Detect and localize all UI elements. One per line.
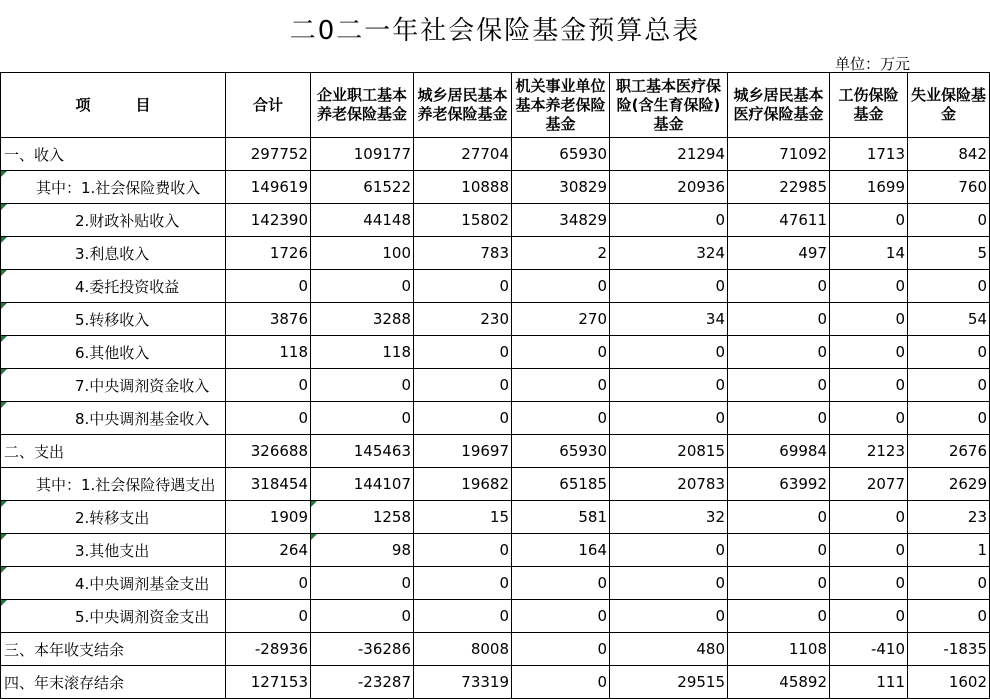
value-cell[interactable]: 29515 bbox=[610, 666, 728, 699]
cell-marker-icon bbox=[311, 534, 317, 540]
cell-marker-icon bbox=[311, 501, 317, 507]
value-cell[interactable]: 0 bbox=[830, 501, 908, 534]
value-cell[interactable]: 264 bbox=[226, 534, 311, 567]
row-label: 2.财政补贴收入 bbox=[75, 211, 180, 230]
value-cell[interactable]: 0 bbox=[728, 600, 830, 633]
value-cell[interactable]: 2 bbox=[512, 237, 610, 270]
value-cell[interactable]: 34 bbox=[610, 303, 728, 336]
table-row bbox=[1, 501, 990, 534]
value-cell[interactable]: 71092 bbox=[728, 138, 830, 171]
value-cell[interactable]: 0 bbox=[512, 270, 610, 303]
row-label: 2.转移支出 bbox=[75, 508, 150, 527]
value-cell[interactable]: 0 bbox=[728, 534, 830, 567]
value-cell[interactable]: 19697 bbox=[414, 435, 512, 468]
cell-marker-icon bbox=[1, 171, 7, 177]
row-label-cell[interactable] bbox=[1, 567, 226, 600]
value-cell[interactable]: 34829 bbox=[512, 204, 610, 237]
value-cell[interactable]: -1835 bbox=[908, 633, 990, 666]
value-cell[interactable]: 10888 bbox=[414, 171, 512, 204]
value-cell[interactable]: 3288 bbox=[311, 303, 414, 336]
value-cell[interactable]: 65930 bbox=[512, 138, 610, 171]
value-cell[interactable]: 1602 bbox=[908, 666, 990, 699]
value-cell[interactable]: 0 bbox=[908, 369, 990, 402]
row-label: 二、支出 bbox=[4, 442, 65, 461]
value-cell[interactable]: 164 bbox=[512, 534, 610, 567]
value-cell[interactable]: 0 bbox=[512, 666, 610, 699]
value-cell[interactable]: 149619 bbox=[226, 171, 311, 204]
table-row bbox=[1, 534, 990, 567]
value-cell[interactable]: 0 bbox=[311, 270, 414, 303]
value-cell[interactable]: 118 bbox=[311, 336, 414, 369]
value-cell[interactable]: 19682 bbox=[414, 468, 512, 501]
row-label-cell[interactable] bbox=[1, 468, 226, 501]
value-cell[interactable]: 32 bbox=[610, 501, 728, 534]
value-cell[interactable]: 0 bbox=[728, 369, 830, 402]
value-cell[interactable]: 45892 bbox=[728, 666, 830, 699]
header-enterprise-pension[interactable]: 企业职工基本养老保险基金 bbox=[311, 73, 414, 138]
value-cell[interactable]: 0 bbox=[512, 567, 610, 600]
value-cell[interactable]: 497 bbox=[728, 237, 830, 270]
value-cell[interactable]: 14 bbox=[830, 237, 908, 270]
value-cell[interactable]: -28936 bbox=[226, 633, 311, 666]
value-cell[interactable]: 0 bbox=[610, 402, 728, 435]
value-cell[interactable]: 0 bbox=[414, 402, 512, 435]
value-cell[interactable]: 15802 bbox=[414, 204, 512, 237]
value-cell[interactable]: 0 bbox=[226, 567, 311, 600]
row-label-cell[interactable] bbox=[1, 369, 226, 402]
header-injury-insurance[interactable]: 工伤保险基金 bbox=[830, 73, 908, 138]
value-cell[interactable]: 127153 bbox=[226, 666, 311, 699]
row-label: 其中：1.社会保险待遇支出 bbox=[36, 475, 216, 494]
header-total[interactable]: 合计 bbox=[226, 73, 311, 138]
table-row bbox=[1, 666, 990, 699]
table-row bbox=[1, 369, 990, 402]
row-label: 5.中央调剂资金支出 bbox=[75, 607, 210, 626]
value-cell[interactable]: 0 bbox=[414, 567, 512, 600]
value-cell[interactable]: 0 bbox=[908, 204, 990, 237]
value-cell[interactable]: 0 bbox=[830, 204, 908, 237]
value-cell[interactable]: 0 bbox=[414, 369, 512, 402]
cell-marker-icon bbox=[1, 369, 7, 375]
value-cell[interactable]: 0 bbox=[908, 402, 990, 435]
table-row bbox=[1, 303, 990, 336]
table-row bbox=[1, 402, 990, 435]
value-cell[interactable]: 0 bbox=[414, 336, 512, 369]
row-label: 其中：1.社会保险费收入 bbox=[36, 178, 201, 197]
value-cell[interactable]: 0 bbox=[908, 600, 990, 633]
row-label: 4.中央调剂基金支出 bbox=[75, 574, 210, 593]
table-row bbox=[1, 138, 990, 171]
value-cell[interactable]: 1699 bbox=[830, 171, 908, 204]
value-cell[interactable]: 111 bbox=[830, 666, 908, 699]
header-resident-medical[interactable]: 城乡居民基本医疗保险基金 bbox=[728, 73, 830, 138]
value-cell[interactable]: 0 bbox=[226, 402, 311, 435]
value-cell[interactable]: 0 bbox=[728, 303, 830, 336]
value-cell[interactable]: 783 bbox=[414, 237, 512, 270]
cell-marker-icon bbox=[1, 600, 7, 606]
budget-table bbox=[0, 72, 990, 699]
value-cell[interactable]: 15 bbox=[414, 501, 512, 534]
value-cell[interactable]: 297752 bbox=[226, 138, 311, 171]
value-cell[interactable]: 0 bbox=[311, 600, 414, 633]
value-cell[interactable]: 118 bbox=[226, 336, 311, 369]
value-cell[interactable]: 0 bbox=[830, 600, 908, 633]
row-label-cell[interactable] bbox=[1, 633, 226, 666]
value-cell[interactable]: 65930 bbox=[512, 435, 610, 468]
row-label-cell[interactable] bbox=[1, 402, 226, 435]
value-cell[interactable]: 63992 bbox=[728, 468, 830, 501]
value-cell[interactable]: 0 bbox=[830, 534, 908, 567]
value-cell[interactable]: 20783 bbox=[610, 468, 728, 501]
row-label: 一、收入 bbox=[4, 145, 65, 164]
value-cell[interactable]: 0 bbox=[226, 600, 311, 633]
row-label: 8.中央调剂基金收入 bbox=[75, 409, 210, 428]
cell-marker-icon bbox=[1, 567, 7, 573]
value-cell[interactable]: 54 bbox=[908, 303, 990, 336]
value-cell[interactable]: 145463 bbox=[311, 435, 414, 468]
value-cell[interactable]: 23 bbox=[908, 501, 990, 534]
value-cell[interactable]: 73319 bbox=[414, 666, 512, 699]
row-label-cell[interactable] bbox=[1, 501, 226, 534]
value-cell[interactable]: 0 bbox=[610, 567, 728, 600]
cell-marker-icon bbox=[1, 237, 7, 243]
value-cell[interactable]: 1108 bbox=[728, 633, 830, 666]
row-label-cell[interactable] bbox=[1, 303, 226, 336]
row-label-cell[interactable] bbox=[1, 600, 226, 633]
value-cell[interactable]: 581 bbox=[512, 501, 610, 534]
table-row bbox=[1, 336, 990, 369]
table-row bbox=[1, 237, 990, 270]
value-cell[interactable]: 47611 bbox=[728, 204, 830, 237]
row-label-cell[interactable] bbox=[1, 270, 226, 303]
row-label: 四、年末滚存结余 bbox=[4, 673, 125, 692]
row-label: 3.利息收入 bbox=[75, 244, 150, 263]
value-cell[interactable]: 100 bbox=[311, 237, 414, 270]
table-row bbox=[1, 171, 990, 204]
value-cell[interactable]: 0 bbox=[311, 567, 414, 600]
value-cell[interactable]: 326688 bbox=[226, 435, 311, 468]
row-label: 6.其他收入 bbox=[75, 343, 150, 362]
row-label-cell[interactable] bbox=[1, 336, 226, 369]
table-row bbox=[1, 270, 990, 303]
value-cell[interactable]: 1909 bbox=[226, 501, 311, 534]
value-cell[interactable]: 760 bbox=[908, 171, 990, 204]
header-resident-pension[interactable]: 城乡居民基本养老保险基金 bbox=[414, 73, 512, 138]
value-cell[interactable]: 22985 bbox=[728, 171, 830, 204]
value-cell[interactable]: 61522 bbox=[311, 171, 414, 204]
value-cell[interactable]: 1713 bbox=[830, 138, 908, 171]
value-cell[interactable]: 0 bbox=[414, 600, 512, 633]
value-cell[interactable]: 109177 bbox=[311, 138, 414, 171]
value-cell[interactable]: -410 bbox=[830, 633, 908, 666]
row-label-cell[interactable] bbox=[1, 138, 226, 171]
row-label: 4.委托投资收益 bbox=[75, 277, 180, 296]
cell-marker-icon bbox=[1, 336, 7, 342]
header-institution-pension[interactable]: 机关事业单位基本养老保险基金 bbox=[512, 73, 610, 138]
value-cell[interactable]: 0 bbox=[512, 600, 610, 633]
value-cell[interactable]: 0 bbox=[830, 567, 908, 600]
table-row bbox=[1, 468, 990, 501]
value-cell[interactable]: 20936 bbox=[610, 171, 728, 204]
value-cell[interactable]: 0 bbox=[414, 270, 512, 303]
value-cell[interactable]: 318454 bbox=[226, 468, 311, 501]
value-cell[interactable]: 142390 bbox=[226, 204, 311, 237]
value-cell[interactable]: 3876 bbox=[226, 303, 311, 336]
value-cell[interactable]: 5 bbox=[908, 237, 990, 270]
row-label-cell[interactable] bbox=[1, 435, 226, 468]
value-cell[interactable]: 0 bbox=[610, 336, 728, 369]
value-cell[interactable]: 0 bbox=[311, 402, 414, 435]
table-row bbox=[1, 633, 990, 666]
row-label: 三、本年收支结余 bbox=[4, 640, 125, 659]
value-cell[interactable]: 480 bbox=[610, 633, 728, 666]
value-cell[interactable]: 0 bbox=[512, 336, 610, 369]
value-cell[interactable]: 0 bbox=[830, 369, 908, 402]
cell-marker-icon bbox=[1, 534, 7, 540]
table-row bbox=[1, 600, 990, 633]
value-cell[interactable]: 0 bbox=[512, 633, 610, 666]
value-cell[interactable]: 0 bbox=[830, 402, 908, 435]
value-cell[interactable]: 1726 bbox=[226, 237, 311, 270]
value-cell[interactable]: 0 bbox=[414, 534, 512, 567]
value-cell[interactable]: 0 bbox=[610, 369, 728, 402]
row-label-cell[interactable] bbox=[1, 171, 226, 204]
value-cell[interactable]: 324 bbox=[610, 237, 728, 270]
header-employee-medical[interactable]: 职工基本医疗保险(含生育保险)基金 bbox=[610, 73, 728, 138]
table-row bbox=[1, 204, 990, 237]
value-cell[interactable]: 1258 bbox=[311, 501, 414, 534]
value-cell[interactable]: 230 bbox=[414, 303, 512, 336]
value-cell[interactable]: -36286 bbox=[311, 633, 414, 666]
row-label-cell[interactable] bbox=[1, 237, 226, 270]
header-row bbox=[1, 73, 990, 138]
value-cell[interactable]: 1 bbox=[908, 534, 990, 567]
value-cell[interactable]: 20815 bbox=[610, 435, 728, 468]
cell-marker-icon bbox=[1, 270, 7, 276]
value-cell[interactable]: 0 bbox=[728, 402, 830, 435]
header-unemployment-insurance[interactable]: 失业保险基金 bbox=[908, 73, 990, 138]
value-cell[interactable]: 27704 bbox=[414, 138, 512, 171]
value-cell[interactable]: 44148 bbox=[311, 204, 414, 237]
row-label-cell[interactable] bbox=[1, 666, 226, 699]
value-cell[interactable]: 842 bbox=[908, 138, 990, 171]
value-cell[interactable]: 98 bbox=[311, 534, 414, 567]
row-label-cell[interactable] bbox=[1, 204, 226, 237]
row-label: 3.其他支出 bbox=[75, 541, 150, 560]
value-cell[interactable]: 0 bbox=[226, 369, 311, 402]
row-label: 7.中央调剂资金收入 bbox=[75, 376, 210, 395]
header-item[interactable]: 项 目 bbox=[1, 73, 226, 138]
table-row bbox=[1, 435, 990, 468]
value-cell[interactable]: 0 bbox=[830, 303, 908, 336]
value-cell[interactable]: 0 bbox=[830, 270, 908, 303]
value-cell[interactable]: 2676 bbox=[908, 435, 990, 468]
value-cell[interactable]: 69984 bbox=[728, 435, 830, 468]
cell-marker-icon bbox=[1, 501, 7, 507]
value-cell[interactable]: 0 bbox=[311, 369, 414, 402]
value-cell[interactable]: 0 bbox=[728, 501, 830, 534]
value-cell[interactable]: 0 bbox=[610, 270, 728, 303]
cell-marker-icon bbox=[1, 204, 7, 210]
value-cell[interactable]: 0 bbox=[908, 270, 990, 303]
value-cell[interactable]: 65185 bbox=[512, 468, 610, 501]
value-cell[interactable]: 0 bbox=[226, 270, 311, 303]
value-cell[interactable]: 0 bbox=[728, 567, 830, 600]
value-cell[interactable]: -23287 bbox=[311, 666, 414, 699]
row-label-cell[interactable] bbox=[1, 534, 226, 567]
value-cell[interactable]: 0 bbox=[610, 204, 728, 237]
value-cell[interactable]: 0 bbox=[512, 402, 610, 435]
value-cell[interactable]: 2629 bbox=[908, 468, 990, 501]
cell-marker-icon bbox=[1, 402, 7, 408]
table-row bbox=[1, 567, 990, 600]
value-cell[interactable]: 0 bbox=[728, 270, 830, 303]
table-title: 二0二一年社会保险基金预算总表 bbox=[289, 16, 701, 46]
value-cell[interactable]: 144107 bbox=[311, 468, 414, 501]
unit-label: 单位：万元 bbox=[835, 55, 911, 73]
value-cell[interactable]: 30829 bbox=[512, 171, 610, 204]
value-cell[interactable]: 0 bbox=[512, 369, 610, 402]
value-cell[interactable]: 0 bbox=[728, 336, 830, 369]
cell-marker-icon bbox=[1, 303, 7, 309]
value-cell[interactable]: 2123 bbox=[830, 435, 908, 468]
value-cell[interactable]: 2077 bbox=[830, 468, 908, 501]
value-cell[interactable]: 0 bbox=[908, 567, 990, 600]
value-cell[interactable]: 0 bbox=[908, 336, 990, 369]
value-cell[interactable]: 0 bbox=[830, 336, 908, 369]
row-label: 5.转移收入 bbox=[75, 310, 150, 329]
value-cell[interactable]: 21294 bbox=[610, 138, 728, 171]
value-cell[interactable]: 0 bbox=[610, 600, 728, 633]
value-cell[interactable]: 8008 bbox=[414, 633, 512, 666]
value-cell[interactable]: 0 bbox=[610, 534, 728, 567]
value-cell[interactable]: 270 bbox=[512, 303, 610, 336]
